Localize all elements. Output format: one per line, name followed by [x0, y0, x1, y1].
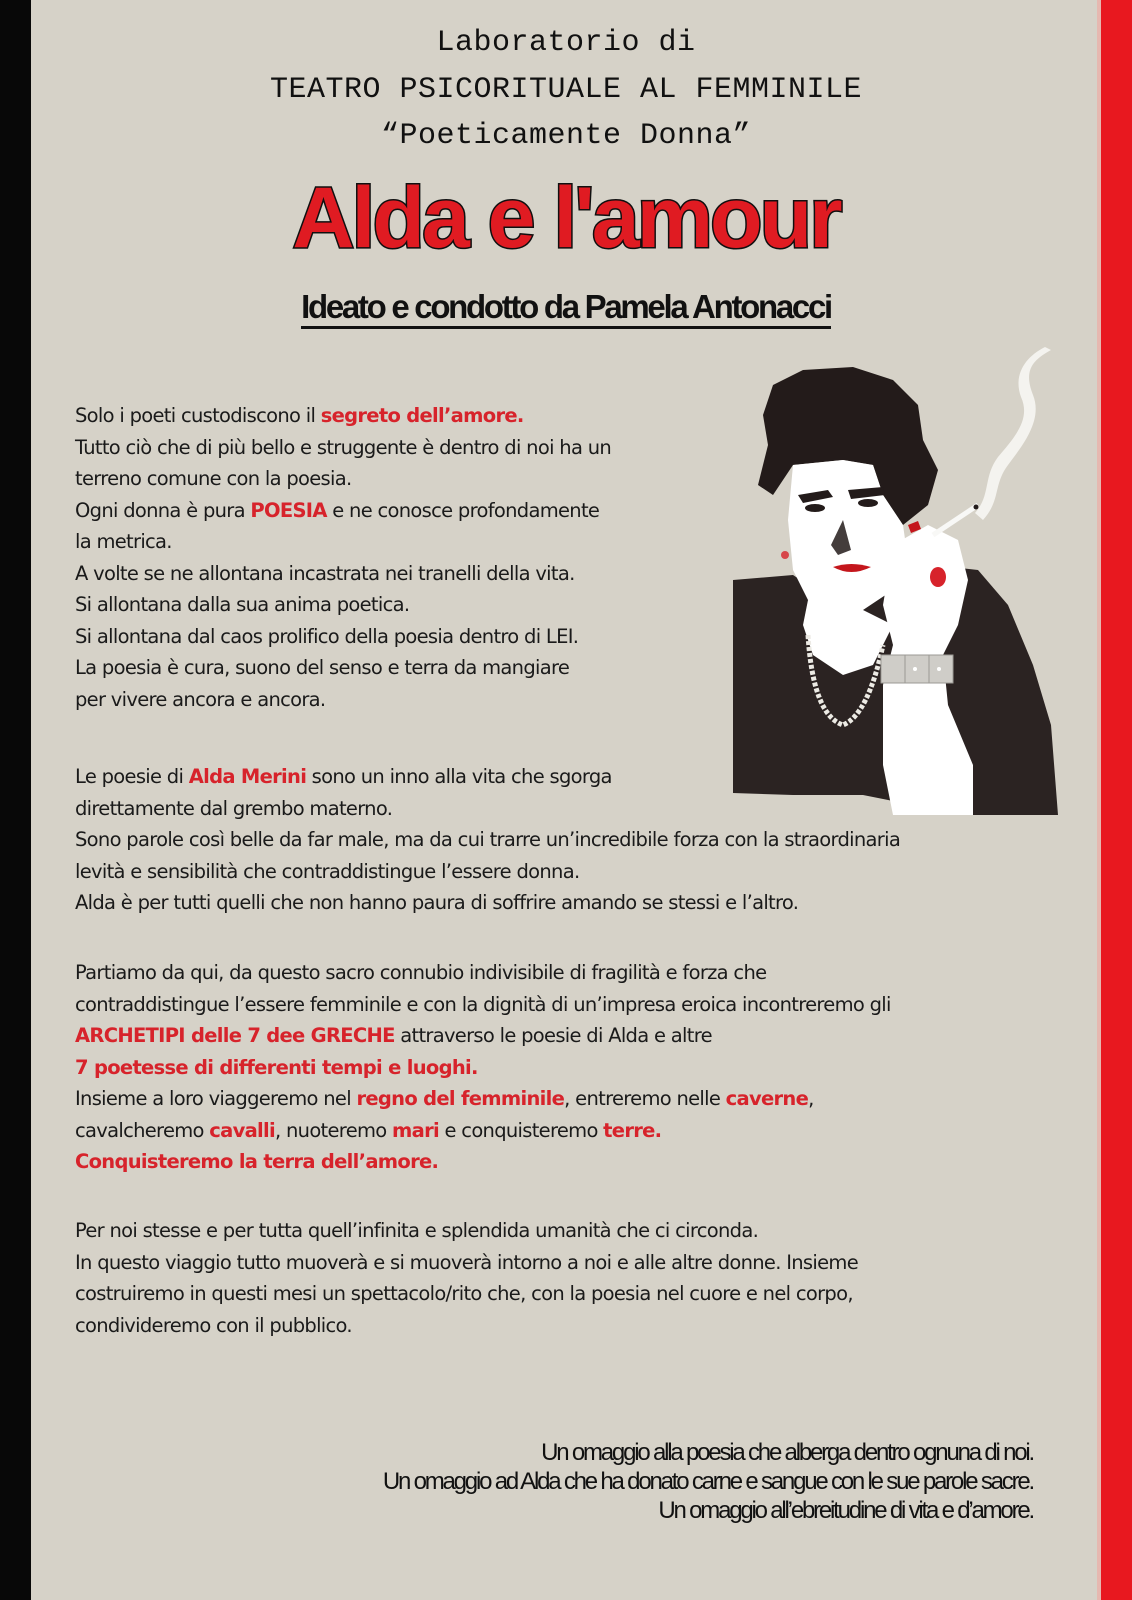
text-line: [75, 1146, 1075, 1178]
left-black-border: [0, 0, 31, 1600]
closing-tribute: [383, 1438, 1033, 1525]
header-subtitle: “Poeticamente Donna”: [380, 119, 752, 153]
poster-title: Alda e l'amour: [292, 170, 840, 266]
text-line: terreno comune con la poesia.: [75, 467, 352, 490]
text-line: ARCHETIPI delle 7 dee GRECHE attraverso le poesie di Alda e altre: [75, 1024, 712, 1047]
text-line: per vivere ancora e ancora.: [75, 687, 326, 711]
text-line: contraddistingue l’essere femminile e con la dignità di un’impresa eroica incontreremo gli: [75, 992, 891, 1016]
text-line: [75, 1052, 1075, 1084]
closing-line: Un omaggio all’ebreitudine di vita e d’amore.: [658, 1497, 1033, 1524]
text-line: Solo i poeti custodiscono il segreto dell’amore.: [75, 404, 524, 427]
highlight: Alda Merini: [188, 765, 307, 788]
text-line: Le poesie di Alda Merini sono un inno alla vita che sgorga: [75, 765, 612, 788]
highlight: cavalli: [209, 1118, 276, 1142]
paragraph-archetipi: [75, 957, 1075, 1178]
paragraph-alda-merini: [75, 761, 1075, 919]
text-line: Ogni donna è pura POESIA e ne conosce profondamente: [75, 498, 600, 522]
header-laboratorio: Laboratorio di: [436, 26, 696, 60]
text-line: Alda è per tutti quelli che non hanno paura di soffrire amando se stessi e l’altro.: [75, 891, 799, 914]
text-line: Si allontana dalla sua anima poetica.: [75, 593, 410, 616]
highlight: mari: [392, 1118, 439, 1142]
closing-line: Un omaggio alla poesia che alberga dentro ognuna di noi.: [541, 1439, 1033, 1466]
right-red-border: [1101, 0, 1132, 1600]
text-line: Tutto ciò che di più bello e struggente è dentro di noi ha un: [75, 435, 612, 459]
byline: [31, 287, 1101, 327]
text-line: A volte se ne allontana incastrata nei tranelli della vita.: [75, 561, 575, 585]
highlight: Conquisteremo la terra dell’amore.: [75, 1150, 439, 1173]
closing-line: Un omaggio ad Alda che ha donato carne e sangue con le sue parole sacre.: [382, 1468, 1033, 1495]
text-line: Sono parole così belle da far male, ma da cui trarre un’incredibile forza con la straordinaria: [75, 828, 901, 851]
byline-text: Ideato e condotto da Pamela Antonacci: [301, 288, 831, 329]
highlight: POESIA: [250, 498, 327, 522]
highlight: regno del femminile: [356, 1087, 565, 1110]
text-line: In questo viaggio tutto muoverà e si muoverà intorno a noi e alle altre donne. Insieme: [75, 1250, 858, 1274]
highlight: ARCHETIPI delle 7 dee GRECHE: [75, 1024, 395, 1047]
header-teatro: TEATRO PSICORITUALE AL FEMMINILE: [269, 73, 863, 107]
highlight: caverne: [725, 1087, 809, 1110]
highlight: terre.: [603, 1118, 662, 1142]
text-line: Si allontana dal caos prolifico della poesia dentro di LEI.: [75, 624, 579, 648]
highlight: 7 poetesse di differenti tempi e luoghi.: [75, 1055, 478, 1079]
paragraph-viaggio: [75, 1215, 1075, 1341]
text-line: cavalcheremo cavalli, nuoteremo mari e conquisteremo terre.: [75, 1118, 662, 1142]
highlight: segreto dell’amore.: [320, 404, 524, 427]
text-line: Insieme a loro viaggeremo nel regno del femminile, entreremo nelle caverne,: [75, 1087, 814, 1110]
text-line: La poesia è cura, suono del senso e terra da mangiare: [75, 656, 570, 679]
text-line: la metrica.: [75, 530, 172, 553]
text-line: direttamente dal grembo materno.: [75, 796, 393, 820]
paragraph-intro: [75, 400, 1075, 715]
text-line: levità e sensibilità che contraddistingue l’essere donna.: [75, 859, 580, 883]
text-line: Per noi stesse e per tutta quell’infinita e splendida umanità che ci circonda.: [75, 1219, 759, 1242]
text-line: condivideremo con il pubblico.: [75, 1313, 352, 1337]
text-line: costruiremo in questi mesi un spettacolo/rito che, con la poesia nel cuore e nel corpo,: [75, 1282, 853, 1305]
text-line: Partiamo da qui, da questo sacro connubio indivisibile di fragilità e forza che: [75, 961, 767, 984]
